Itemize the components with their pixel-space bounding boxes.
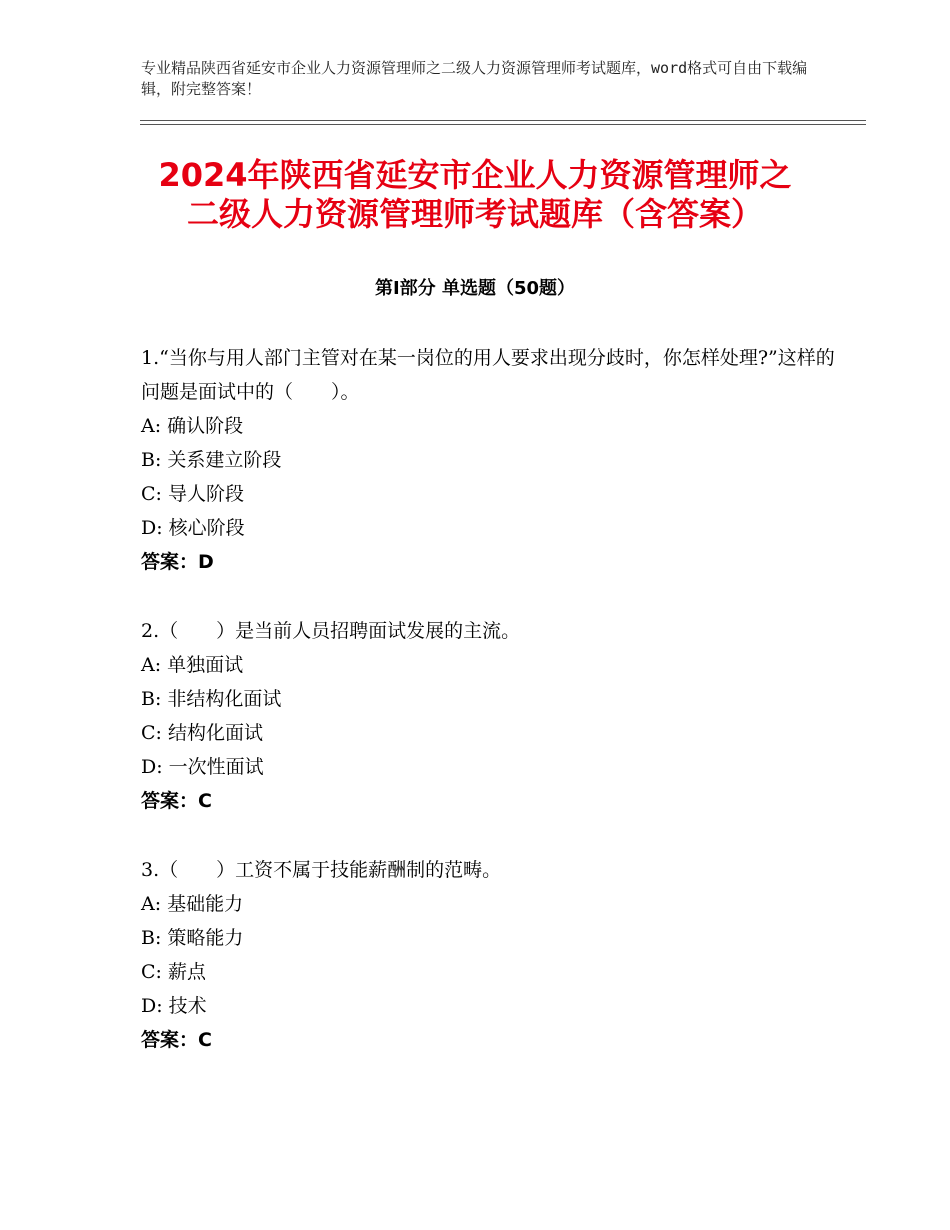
title-line-2: 二级人力资源管理师考试题库（含答案） [186, 195, 763, 233]
answer: 答案：C [141, 1029, 212, 1051]
option-b: B: 策略能力 [141, 927, 244, 949]
option-d: D: 技术 [141, 995, 207, 1017]
option-a: A: 单独面试 [141, 654, 244, 676]
answer: 答案：D [141, 551, 214, 573]
option-d: D: 一次性面试 [141, 756, 264, 778]
question-2 [141, 614, 841, 818]
document-title [100, 156, 850, 234]
option-b: B: 关系建立阶段 [141, 449, 282, 471]
question-3 [141, 853, 841, 1057]
answer: 答案：C [141, 790, 212, 812]
title-line-1: 2024年陕西省延安市企业人力资源管理师之 [158, 156, 792, 194]
section-title: 第Ⅰ部分 单选题（50题） [374, 278, 575, 299]
question-stem: 2.（ ）是当前人员招聘面试发展的主流。 [141, 620, 521, 642]
option-a: A: 确认阶段 [141, 415, 244, 437]
option-c: C: 结构化面试 [141, 722, 263, 744]
question-1 [141, 341, 841, 579]
option-c: C: 薪点 [141, 961, 206, 983]
option-a: A: 基础能力 [141, 893, 244, 915]
option-b: B: 非结构化面试 [141, 688, 282, 710]
option-c: C: 导人阶段 [141, 483, 244, 505]
question-stem: 3.（ ）工资不属于技能薪酬制的范畴。 [141, 859, 502, 881]
header-note: 专业精品陕西省延安市企业人力资源管理师之二级人力资源管理师考试题库，word格式可自由下载编辑，附完整答案！ [141, 59, 808, 98]
option-d: D: 核心阶段 [141, 517, 245, 539]
question-stem: 1.“当你与用人部门主管对在某一岗位的用人要求出现分歧时，你怎样处理?”这样的问题是面试中的（ ）。 [141, 347, 835, 403]
header-divider [140, 120, 866, 125]
